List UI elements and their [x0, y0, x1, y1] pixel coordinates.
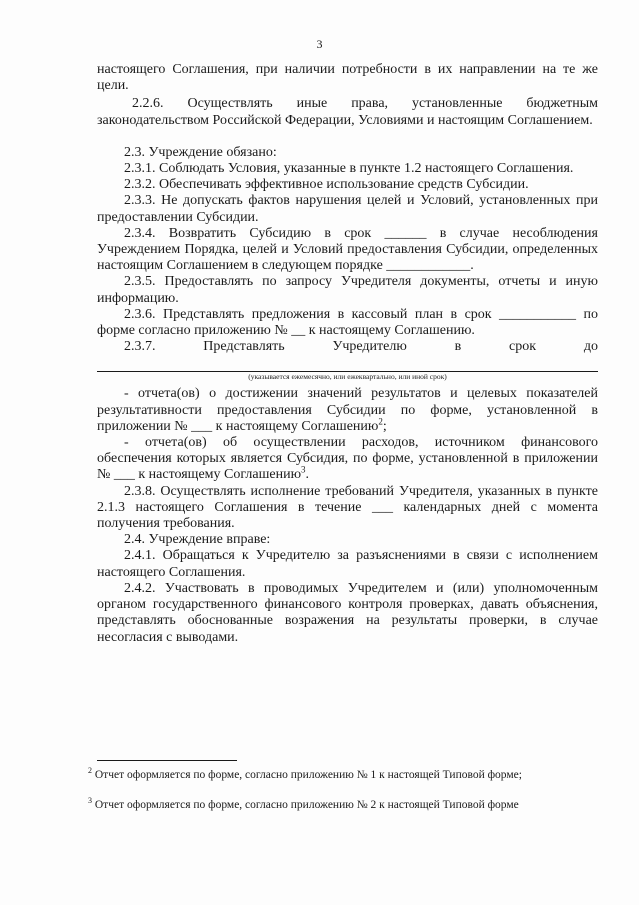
- report-item-1: - отчета(ов) о достижении значений результатов и целевых показателей результативности предоставления Субсидии по форме, установленной в приложении № ___ к настоящему Соглашению$^2$;: [97, 386, 598, 434]
- page-number: 3: [316, 37, 323, 51]
- footnote-2: $^2$ Отчет оформляется по форме, согласно приложению № 1 к настоящей Типовой форме;: [88, 766, 522, 781]
- footnote-ref-3: 3: [301, 464, 306, 475]
- footnote-divider: [97, 760, 237, 761]
- section-2-3-heading: 2.3. Учреждение обязано:: [124, 144, 277, 160]
- clause-2-3-2: 2.3.2. Обеспечивать эффективное использование средств Субсидии.: [124, 177, 529, 193]
- document-body: [97, 62, 598, 646]
- footnote-ref-2: 2: [378, 416, 383, 427]
- clause-2-2-6: 2.2.6. Осуществлять иные права, установленные бюджетным законодательством Российской Федерации, Условиями и настоящим Соглашением.: [97, 96, 598, 128]
- blank-caption: (указывается ежемесячно, или ежеквартально, или иной срок): [248, 372, 447, 382]
- clause-2-3-5: 2.3.5. Предоставлять по запросу Учредителя документы, отчеты и иную информацию.: [97, 274, 598, 306]
- clause-2-3-3: 2.3.3. Не допускать фактов нарушения целей и Условий, установленных при предоставлении Субсидии.: [97, 193, 598, 225]
- footnote-3: $^3$ Отчет оформляется по форме, согласно приложению № 2 к настоящей Типовой форме: [88, 796, 519, 811]
- clause-2-3-1: 2.3.1. Соблюдать Условия, указанные в пункте 1.2 настоящего Соглашения.: [124, 161, 574, 177]
- paragraph: настоящего Соглашения, при наличии потребности в их направлении на те же цели.: [97, 62, 598, 94]
- clause-2-3-7: 2.3.7. Представлять Учредителю в срок до: [124, 339, 598, 355]
- clause-2-3-6: 2.3.6. Представлять предложения в кассовый план в срок ___________ по форме согласно приложению № __ к настоящему Соглашению.: [97, 306, 598, 339]
- clause-2-4-2: 2.4.2. Участвовать в проводимых Учредителем и (или) уполномоченным органом государственного финансового контроля проверках, давать объяснения, представлять обоснованные возражения на результаты проверки, в случае несогласия с выводами.: [97, 580, 598, 645]
- clause-2-3-8: 2.3.8. Осуществлять исполнение требований Учредителя, указанных в пункте 2.1.3 настоящего Соглашения в течение ___ календарных дней с момента получения требования.: [97, 483, 598, 532]
- section-2-4-heading: 2.4. Учреждение вправе:: [124, 532, 271, 548]
- blank-line: [97, 355, 598, 372]
- report-item-2: - отчета(ов) об осуществлении расходов, источником финансового обеспечения которых является Субсидия, по форме, установленной в приложении № ___ к настоящему Соглашению$^3$.: [97, 435, 598, 483]
- clause-2-3-4: 2.3.4. Возвратить Субсидию в срок ______ в случае несоблюдения Учреждением Порядка, целей и Условий предоставления Субсидии, определенных настоящим Соглашением в следующем порядке ____________.: [97, 225, 598, 274]
- clause-2-4-1: 2.4.1. Обращаться к Учредителю за разъяснениями в связи с исполнением настоящего Соглашения.: [97, 548, 598, 580]
